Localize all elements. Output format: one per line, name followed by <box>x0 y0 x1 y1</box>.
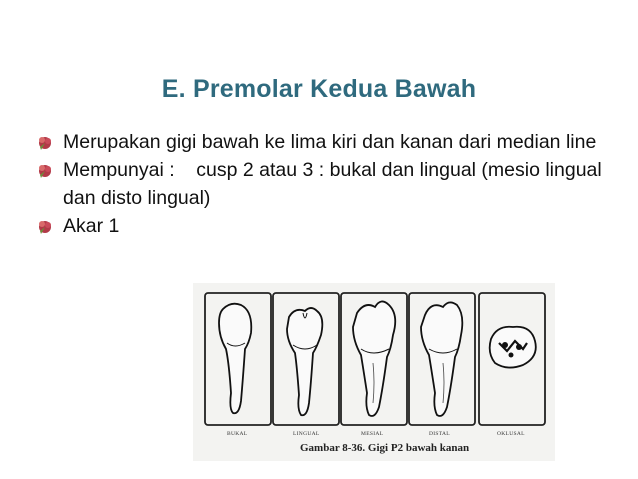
bullet-flower-icon <box>37 163 53 179</box>
bullet-item <box>37 156 617 212</box>
bullet-flower-icon <box>37 219 53 235</box>
panel-label-bukal: BUKAL <box>227 431 248 437</box>
panel-label-distal: DISTAL <box>429 431 450 437</box>
bullet-text: Akar 1 <box>63 215 120 237</box>
bullet-item <box>37 212 617 240</box>
slide-title: E. Premolar Kedua Bawah <box>161 75 477 103</box>
bullet-item <box>37 128 617 156</box>
tooth-figure <box>193 283 555 461</box>
panel-label-oklusal: OKLUSAL <box>497 431 525 437</box>
figure-caption: Gambar 8-36. Gigi P2 bawah kanan <box>300 442 470 454</box>
panel-label-mesial: MESIAL <box>361 431 384 437</box>
tooth-oklusal <box>490 327 536 368</box>
panel-label-lingual: LINGUAL <box>293 431 320 437</box>
bullet-text: Mempunyai : cusp 2 atau 3 : bukal dan lingual (mesio lingual dan disto lingual) <box>63 159 608 209</box>
bullet-list <box>37 128 617 240</box>
bullet-flower-icon <box>37 135 53 151</box>
bullet-text: Merupakan gigi bawah ke lima kiri dan kanan dari median line <box>63 131 597 153</box>
